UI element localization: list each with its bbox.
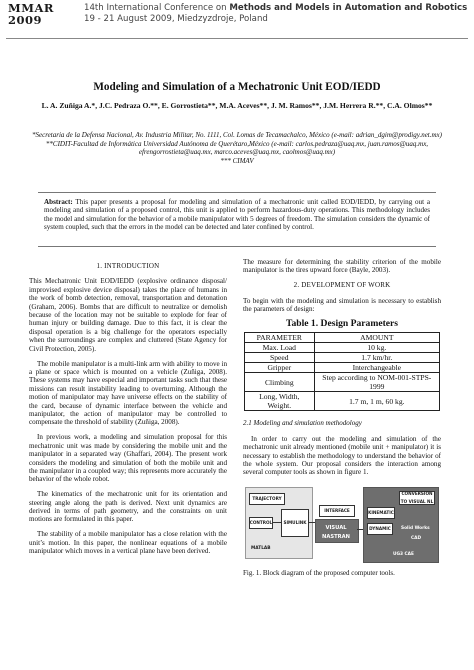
- table-header-row: [245, 333, 440, 343]
- affiliation-1: *Secretaria de la Defensa Nacional, Av. Industria Militar, No. 1111, Col. Lomas de Tecamachalco, México (e-mail: adrian_dgim@prodigy.net.mx): [32, 131, 442, 139]
- conference-prefix: 14th International Conference on: [84, 3, 230, 13]
- figure-1-caption: Fig. 1. Block diagram of the proposed computer tools.: [243, 569, 395, 578]
- subsection-heading-methodology: 2.1 Modeling and simulation methodology: [243, 419, 362, 428]
- table-cell: Speed: [245, 353, 315, 363]
- table-cell: Step according to NOM-001-STPS-1999: [314, 373, 439, 392]
- table-cell: Max. Load: [245, 343, 315, 353]
- section-heading-development: 2. DEVELOPMENT OF WORK: [293, 281, 391, 290]
- table-header-cell: PARAMETER: [245, 333, 315, 343]
- table-row: [245, 353, 440, 363]
- solid-works-label: Solid Works: [401, 526, 430, 532]
- table-header-cell: AMOUNT: [314, 333, 439, 343]
- table-cell: Gripper: [245, 363, 315, 373]
- table-row: [245, 392, 440, 411]
- abstract-top-rule: [38, 192, 436, 193]
- conference-name: Methods and Models in Automation and Robotics: [229, 3, 468, 13]
- intro-paragraph-1: This Mechatronic Unit EOD/IEDD (explosive ordinance disposal/ improvised explosive device disposal) takes the place of humans in the work of bomb detection, removal, transportation and detonation (Graham, 2006). Bombs that are difficult to neutralize or demolish because of the location may not be suitable to explode for fear of human injury or building damage. Due to this fact, it is clear the disposal operation is a big challenge for the operators especially when the surroundings are complex and cluttered (State Agency for Civil Protection, 2005).: [29, 277, 227, 353]
- table-cell: Long, Width, Weight.: [245, 392, 315, 411]
- affiliation-2: **CIDIT-Facultad de Informática Universidad Autónoma de Querétaro,México (e-mail: carlos.pedraza@uaq.mx, juan.ramos@uaq.mx, efrengorrostieta@uaq.mx, marco.aceves@uaq.mx, caolmos@uaq.mx): [45, 139, 429, 157]
- right-column: [243, 258, 441, 578]
- control-block: CONTROL: [249, 517, 273, 529]
- table-cell: Climbing: [245, 373, 315, 392]
- intro-paragraph-5: The stability of a mobile manipulator has a close relation with the unit’s motion. In this paper, the nonlinear equations of a mobile manipulator which moves in a vertical plane have been derived.: [29, 530, 227, 556]
- interface-block: INTERFACE: [319, 505, 355, 517]
- table-row: [245, 373, 440, 392]
- conversion-block: CONVERSION TO VISUAL NL: [400, 490, 434, 505]
- section-heading-introduction: 1. INTRODUCTION: [96, 262, 160, 270]
- ug-cae-label: UG3 CAE: [393, 552, 414, 558]
- intro-paragraph-4: The kinematics of the mechatronic unit for its orientation and steering angle along the path is derived. Next unit dynamics are derived in terms of path geometry, and the constraints on unit motions are formulated in this paper.: [29, 490, 227, 524]
- table-row: [245, 343, 440, 353]
- abstract-label: Abstract:: [44, 198, 73, 206]
- table-caption: Table 1. Design Parameters: [285, 318, 399, 330]
- simulink-block: SIMULINK: [281, 509, 309, 537]
- intro-paragraph-2: The mobile manipulator is a multi-link arm with ability to move in a plane or space which is mounted on a vehicle (Zuñiga, 2008). These systems may have especial and important tasks such that these missions can result instability leading to overturning. Although the motion of manipulator may have universe effects on the stability of the card, because of dynamic interface between the vehicle and manipulator, the action of manipulator may be controlled to compensate the threshold of stability (Zuñiga, 2008).: [29, 359, 227, 427]
- paper-authors: L. A. Zuñiga A.*, J.C. Pedraza O.**, E. Gorrostieta**, M.A. Aceves**, J. M. Ramos**, J.M. Herrera R.**, C.A. Olmos**: [41, 101, 433, 110]
- stability-paragraph: The measure for determining the stability criterion of the mobile manipulator is the tires upward force (Bayle, 2003).: [243, 258, 441, 275]
- matlab-label: MATLAB: [251, 546, 271, 552]
- conference-date: 19 - 21 August 2009, Miedzyzdroje, Poland: [84, 14, 268, 24]
- figure-1-block-diagram: [243, 483, 439, 565]
- conference-info: [84, 3, 467, 25]
- table-cell: Interchangeable: [314, 363, 439, 373]
- trajectory-block: TRAJECTORY: [249, 493, 285, 505]
- header-divider: [6, 38, 468, 39]
- methodology-paragraph: In order to carry out the modeling and simulation of the mechatronic unit already mentioned (mobile unit + manipulator) it is necessary to establish the methodology to understand the behavior of the whole system. Our proposal considers the interaction among several computer tools as shown in figure 1.: [243, 434, 441, 477]
- development-paragraph: To begin with the modeling and simulation is necessary to establish the parameters of design:: [243, 296, 441, 314]
- interface-arrow: [308, 522, 315, 523]
- table-row: [245, 363, 440, 373]
- kinematic-block: KINEMATIC: [367, 507, 395, 519]
- design-parameters-table: [244, 332, 440, 411]
- control-arrow: [272, 522, 281, 523]
- paper-title: Modeling and Simulation of a Mechatronic Unit EOD/IEDD: [93, 81, 381, 93]
- abstract-text: This paper presents a proposal for modeling and simulation of a mechatronic unit called EOD/IEDD, by carrying out a modeling and simulation of a proposed control, this unit is applied to perform hazardous-duty operations. This methodology includes the model and simulation for the behavior of a mobile manipulator with 5 degrees of freedom. The simulation considers the dynamic of system coupled, such that the errors in the model can be detected and later confined by control.: [44, 198, 430, 232]
- table-cell: 10 kg.: [314, 343, 439, 353]
- left-column: [29, 260, 227, 562]
- intro-paragraph-3: In previous work, a modeling and simulation proposal for this mechatronic unit was made by considering the mobile unit and the manipulator in a separated way (Ghaffari, 2004). The present work considers the modeling and simulation of both the mobile unit and the manipulator in a coupled way; this represents more accurately the behavior of the whole robot.: [29, 433, 227, 484]
- table-cell: 1.7 km/hr.: [314, 353, 439, 363]
- affiliation-3: *** CIMAV: [220, 156, 254, 165]
- cae-arrow: [357, 529, 363, 530]
- dynamic-block: DYNAMIC: [367, 523, 393, 535]
- affiliations: [30, 131, 444, 165]
- visual-nastran-label: VISUAL NASTRAN: [322, 525, 350, 540]
- abstract: [44, 198, 430, 232]
- logo-line-1: MMAR: [8, 1, 54, 15]
- table-cell: 1.7 m, 1 m, 60 kg.: [314, 392, 439, 411]
- logo-line-2: 2009: [8, 13, 43, 27]
- abstract-bottom-rule: [38, 246, 436, 247]
- conference-logo: [8, 2, 54, 26]
- cad-label: CAD: [411, 536, 422, 542]
- conference-header: [0, 0, 474, 44]
